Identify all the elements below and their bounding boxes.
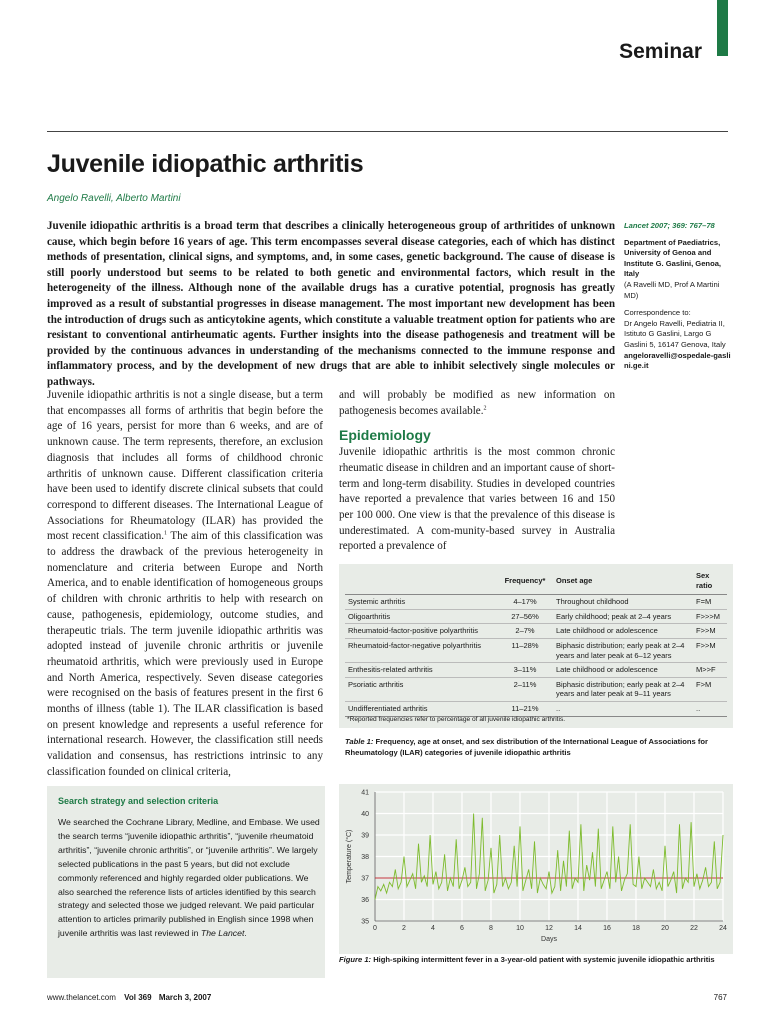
x-tick-label: 12 bbox=[545, 925, 553, 932]
fever-chart bbox=[339, 784, 733, 954]
body-column-1 bbox=[47, 388, 323, 781]
y-axis-label: Temperature (°C) bbox=[346, 829, 353, 884]
x-tick-label: 24 bbox=[719, 925, 727, 932]
table-row bbox=[345, 595, 727, 610]
table-row bbox=[345, 624, 727, 639]
x-tick-label: 14 bbox=[574, 925, 582, 932]
y-tick-label: 38 bbox=[361, 854, 369, 861]
y-tick-label: 41 bbox=[361, 789, 369, 797]
y-tick-label: 37 bbox=[361, 875, 369, 883]
table-row bbox=[345, 609, 727, 624]
table-row bbox=[345, 677, 727, 701]
table-cell: Throughout childhood bbox=[553, 595, 693, 610]
ilar-table bbox=[345, 568, 727, 717]
x-tick-label: 8 bbox=[489, 925, 493, 932]
section-color-tab bbox=[717, 0, 728, 56]
figure-caption-text: High-spiking intermittent fever in a 3-year-old patient with systemic juvenile idiopathic arthritis bbox=[371, 955, 715, 964]
table-cell: 2–11% bbox=[497, 677, 553, 701]
intro-text: Juvenile idiopathic arthritis is not a single disease, but a term that encompasses all forms of arthritis that begin before the age of 16 years, persist for more than 6 weeks, and are of unknown cause. The term represents, therefore, an exclusion diagnosis that includes all forms of childhood chronic arthritis of unknown cause. Different classification criteria have been used to identify discrete clinical subsets that could correspond to different diseases. The International League of Associations for Rheumatology (ILAR) has provided the most recent classification. bbox=[47, 389, 323, 543]
x-axis-label: Days bbox=[541, 936, 557, 943]
table-cell: F>>>M bbox=[693, 609, 727, 624]
search-strategy-title: Search strategy and selection criteria bbox=[58, 796, 219, 806]
section-label: Seminar bbox=[619, 40, 702, 63]
x-tick-label: 2 bbox=[402, 925, 406, 932]
x-tick-label: 10 bbox=[516, 925, 524, 932]
table-cell: .. bbox=[553, 701, 693, 716]
table-cell: .. bbox=[693, 701, 727, 716]
table-cell: M>>F bbox=[693, 663, 727, 678]
x-tick-label: 6 bbox=[460, 925, 464, 932]
table-caption bbox=[345, 737, 729, 758]
table-header-cell: Frequency* bbox=[497, 568, 553, 595]
y-tick-label: 36 bbox=[361, 897, 369, 904]
correspondence-address: Dr Angelo Ravelli, Pediatria II, Istituto G Gaslini, Largo G Gaslini 5, 16147 Genova, Italy bbox=[624, 318, 726, 349]
table-cell: Biphasic distribution; early peak at 2–4 years and later peak at 9–11 years bbox=[553, 677, 693, 701]
table-cell: 11–21% bbox=[497, 701, 553, 716]
correspondence-label: Correspondence to: bbox=[624, 308, 691, 318]
article-title: Juvenile idiopathic arthritis bbox=[47, 150, 364, 178]
table-header-cell bbox=[345, 568, 497, 595]
x-tick-label: 22 bbox=[690, 925, 698, 932]
article-sidebar bbox=[624, 221, 734, 372]
affiliation-authors: (A Ravelli MD, Prof A Martini MD) bbox=[624, 279, 720, 300]
volume: Vol 369 bbox=[124, 993, 152, 1002]
article-authors: Angelo Ravelli, Alberto Martini bbox=[47, 193, 181, 204]
table-cell: F>M bbox=[693, 677, 727, 701]
ref-2[interactable]: 2 bbox=[483, 405, 487, 412]
intro-text-continued: The aim of this classification was to address the drawback of the previous heterogeneity in nomenclature and criteria between Europe and North America, and to enable identification of homogeneous groups of children with chronic arthritis to help with research on cause, pathogenesis, epidemiology, outcome studies, and therapeutic trials. The term juvenile idiopathic arthritis was adopted instead of juvenile chronic arthritis or juvenile rheumatoid arthritis, which were previously used in Europe and North America, respectively. Seven disease categories were recognised on the basis of features present in the first 6 months of illness (table 1). The ILAR classification is based on present knowledge and represents a useful reference for international research. However, the classification still needs validation and consensus, has restrictions intrinsic to any classification founded on clinical criteria, bbox=[47, 530, 323, 778]
table-cell: Early childhood; peak at 2–4 years bbox=[553, 609, 693, 624]
y-tick-label: 35 bbox=[361, 918, 369, 926]
x-tick-label: 18 bbox=[632, 925, 640, 932]
epidemiology-paragraph: Juvenile idiopathic arthritis is the most common chronic rheumatic disease in children and an important cause of short-term and long-term disability. Studies in developed countries have reported a prevalence that varies between 16 and 150 per 100 000. One view is that the prevalence of this disease is underestimated. A com-munity-based survey in Australia reported a prevalence of bbox=[339, 446, 615, 553]
x-tick-label: 0 bbox=[373, 925, 377, 932]
table-cell: F>>M bbox=[693, 624, 727, 639]
article-abstract: Juvenile idiopathic arthritis is a broad term that describes a clinically heterogeneous group of arthritides of unknown cause, which begin before 16 years of age. This term encompasses several disease categories, each of which has distinct methods of presentation, clinical signs, and symptoms, and, in some cases, genetic background. The cause of disease is still poorly understood but seems to be related to both genetic and environmental factors, which result in the heterogeneity of the illness. Although none of the available drugs has a curative potential, prognosis has greatly improved as a result of substantial progresses in disease management. The most important new development has been the introduction of drugs such as anticytokine agents, which constitute a valuable treatment option for patients who are resistant to conventional antirheumatic agents. Further insights into the disease pathogenesis and treatment will be provided by the continuous advances in understanding of the mechanisms connected to the immune response and inflammatory process, and by the development of new drugs that are able to inhibit selectively single molecules or pathways. bbox=[47, 220, 615, 388]
intro-paragraph-end bbox=[339, 388, 615, 419]
issue-date: March 3, 2007 bbox=[158, 993, 212, 1002]
search-strategy-body: We searched the Cochrane Library, Medline, and Embase. We used the search terms “juvenile idiopathic arthritis”, “juvenile rheumatoid arthritis”, “juvenile chronic arthritis”, or “juvenile arthritis”. We largely selected publications in the past 5 years, but did not exclude commonly referenced and highly regarded older publications. We also searched the reference lists of articles identified by this search strategy and selected those we judged relevant. We paid particular attention to articles primarily published in English since 1998 when juvenile arthritis was last reviewed in bbox=[58, 817, 320, 939]
journal-url[interactable]: www.thelancet.com bbox=[47, 993, 116, 1002]
table-cell: 27–56% bbox=[497, 609, 553, 624]
affiliation: Department of Paediatrics, University of Genoa and Institute G. Gaslini, Genoa, Italy bbox=[624, 237, 722, 279]
intro-end-text: and will probably be modified as new information on pathogenesis becomes available. bbox=[339, 389, 615, 417]
ref-1[interactable]: 1 bbox=[164, 530, 168, 537]
table-1 bbox=[339, 564, 733, 728]
table-cell: Late childhood or adolescence bbox=[553, 624, 693, 639]
table-cell: Oligoarthritis bbox=[345, 609, 497, 624]
table-cell: F=M bbox=[693, 595, 727, 610]
table-cell: 3–11% bbox=[497, 663, 553, 678]
figure-caption-label: Figure 1: bbox=[339, 955, 372, 964]
table-caption-label: Table 1: bbox=[345, 737, 374, 746]
table-footnote: *Reported frequencies refer to percentage of all juvenile idiopathic arthritis. bbox=[347, 716, 566, 723]
body-column-2 bbox=[339, 388, 615, 555]
table-cell: Undifferentiated arthritis bbox=[345, 701, 497, 716]
page-number: 767 bbox=[713, 993, 727, 1002]
table-caption-text: Frequency, age at onset, and sex distribution of the International League of Associations for Rheumatology (ILAR) categories of juvenile idiopathic arthritis bbox=[345, 737, 709, 757]
header-rule bbox=[47, 131, 728, 132]
y-tick-label: 39 bbox=[361, 832, 369, 840]
x-tick-label: 4 bbox=[431, 925, 435, 932]
epidemiology-heading: Epidemiology bbox=[339, 427, 431, 444]
journal-name: The Lancet bbox=[200, 928, 245, 939]
intro-paragraph bbox=[47, 388, 323, 781]
table-cell: F>>M bbox=[693, 638, 727, 662]
table-header-cell: Onset age bbox=[553, 568, 693, 595]
email-link[interactable]: angeloravelli@ospedale-gaslini.ge.it bbox=[624, 350, 731, 371]
table-cell: Enthesitis-related arthritis bbox=[345, 663, 497, 678]
footer-left bbox=[47, 993, 211, 1002]
table-cell: Rheumatoid-factor-positive polyarthritis bbox=[345, 624, 497, 639]
table-cell: 11–28% bbox=[497, 638, 553, 662]
table-cell: Biphasic distribution; early peak at 2–4 years and later peak at 6–12 years bbox=[553, 638, 693, 662]
table-cell: Systemic arthritis bbox=[345, 595, 497, 610]
x-tick-label: 20 bbox=[661, 925, 669, 932]
table-header-cell: Sex ratio bbox=[693, 568, 727, 595]
table-cell: Rheumatoid-factor-negative polyarthritis bbox=[345, 638, 497, 662]
table-row bbox=[345, 701, 727, 716]
y-tick-label: 40 bbox=[361, 811, 369, 818]
table-cell: Late childhood or adolescence bbox=[553, 663, 693, 678]
table-cell: 2–7% bbox=[497, 624, 553, 639]
x-tick-label: 16 bbox=[603, 925, 611, 932]
table-header-row bbox=[345, 568, 727, 595]
table-cell: 4–17% bbox=[497, 595, 553, 610]
search-strategy-text bbox=[58, 816, 320, 941]
table-cell: Psoriatic arthritis bbox=[345, 677, 497, 701]
citation: Lancet 2007; 369: 767–78 bbox=[624, 221, 715, 230]
figure-caption bbox=[339, 955, 733, 964]
search-strategy-box bbox=[47, 786, 325, 978]
table-row bbox=[345, 663, 727, 678]
search-strategy-end: . bbox=[244, 928, 247, 939]
table-row bbox=[345, 638, 727, 662]
